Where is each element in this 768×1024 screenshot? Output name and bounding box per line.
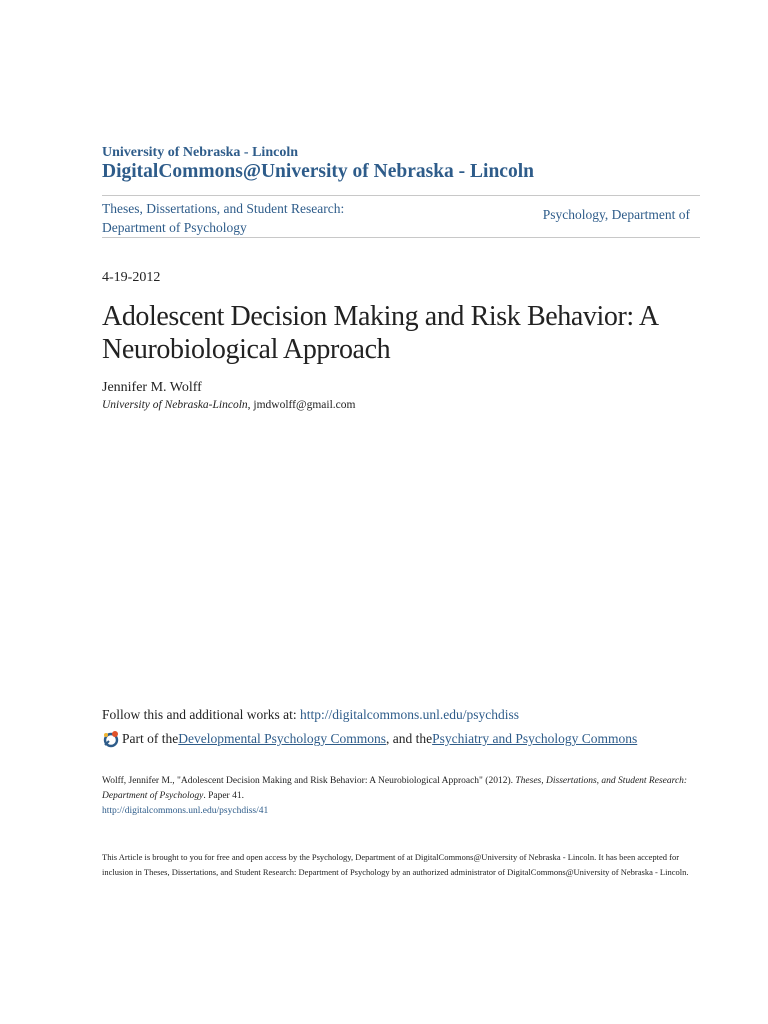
network-commons-icon xyxy=(102,730,120,748)
follow-line xyxy=(102,707,519,723)
author-affiliation xyxy=(102,399,355,411)
access-notice: This Article is brought to you for free and open access by the Psychology, Department of at DigitalCommons@University of Nebraska - Lincoln. It has been accepted for inclusion in Theses, Dissertations, and Student Research: Department of Psychology by an authorized administrator of DigitalCommons@University of Nebraska - Lincoln. xyxy=(102,852,689,877)
psychiatry-psychology-commons-link[interactable]: Psychiatry and Psychology Commons xyxy=(432,731,638,746)
series-line1[interactable]: Theses, Dissertations, and Student Research: xyxy=(102,201,345,216)
citation-series: Theses, Dissertations, and Student Research: Department of Psychology xyxy=(102,776,688,801)
series-link[interactable] xyxy=(102,199,402,237)
author-email: jmdwolff@gmail.com xyxy=(253,399,356,411)
follow-text: Follow this and additional works at: xyxy=(102,707,300,722)
author-name: Jennifer M. Wolff xyxy=(102,380,202,395)
citation-paper: . Paper 41. xyxy=(203,791,244,801)
developmental-psychology-commons-link[interactable]: Developmental Psychology Commons xyxy=(178,731,386,746)
part-of-text: Part of the xyxy=(122,731,179,746)
publication-date: 4-19-2012 xyxy=(102,270,161,285)
citation-url-link[interactable]: http://digitalcommons.unl.edu/psychdiss/41 xyxy=(102,806,269,816)
citation-block xyxy=(102,774,700,819)
bottom-divider xyxy=(102,237,700,238)
affiliation-separator: , xyxy=(247,399,254,411)
top-divider xyxy=(102,195,700,196)
series-line2[interactable]: Department of Psychology xyxy=(102,220,247,235)
department-link[interactable]: Psychology, Department of xyxy=(542,207,690,222)
citation-text: Wolff, Jennifer M., "Adolescent Decision Making and Risk Behavior: A Neurobiological Approach" (2012). xyxy=(102,776,516,786)
university-name[interactable]: University of Nebraska - Lincoln xyxy=(102,145,298,160)
part-of-line xyxy=(102,730,637,748)
affiliation-name: University of Nebraska-Lincoln xyxy=(102,399,248,411)
repository-name[interactable]: DigitalCommons@University of Nebraska - Lincoln xyxy=(102,161,534,182)
and-the-text: , and the xyxy=(385,731,433,746)
article-title: Adolescent Decision Making and Risk Behavior: A Neurobiological Approach xyxy=(102,301,658,365)
follow-url-link[interactable]: http://digitalcommons.unl.edu/psychdiss xyxy=(300,707,519,722)
